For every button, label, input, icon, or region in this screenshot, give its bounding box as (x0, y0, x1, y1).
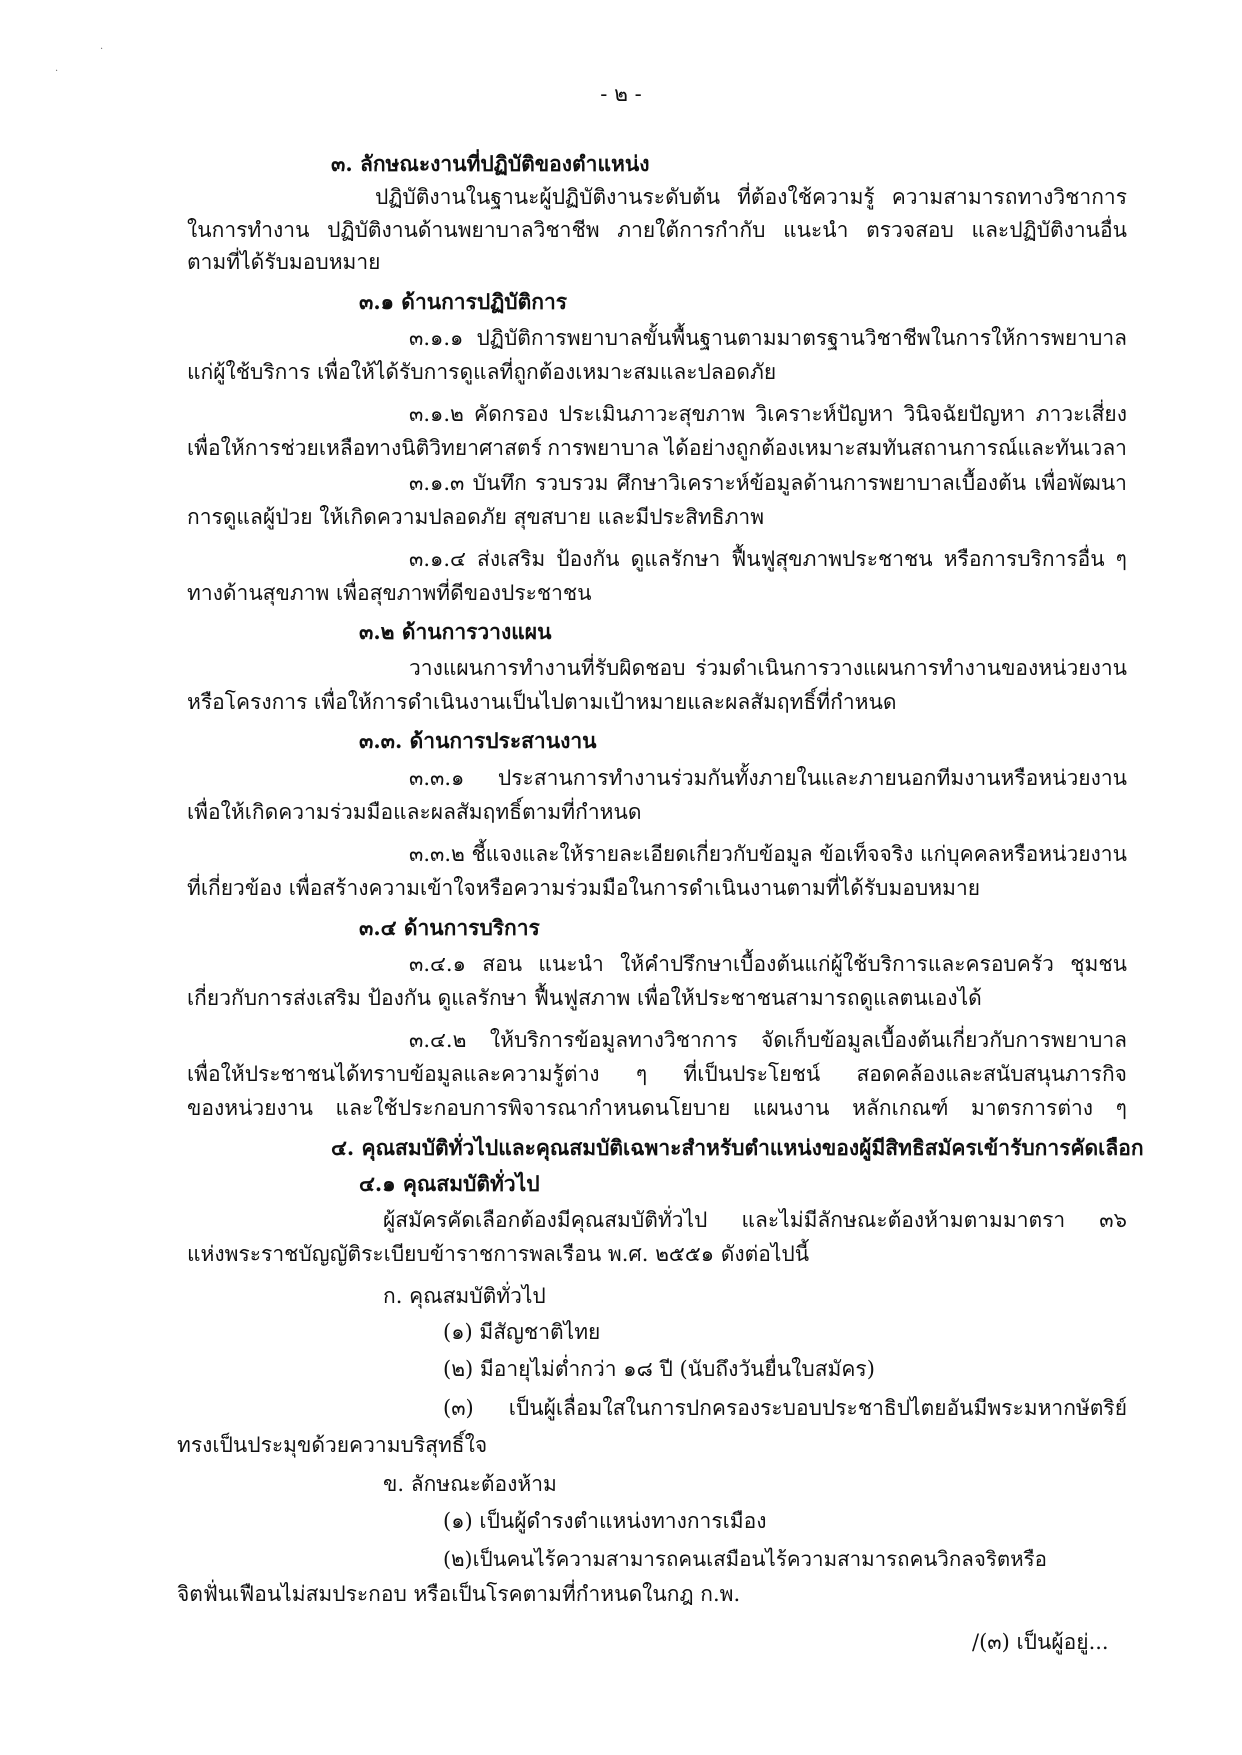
word: ประสานการทำงานร่วมกันทั้งภายในและภายนอกทีมงานหรือหน่วยงาน (497, 766, 1127, 790)
word: (๒) (443, 1547, 473, 1571)
word: ได้อย่างถูกต้องเหมาะสมทันสถานการณ์และทันเวลา (664, 436, 1127, 460)
word: ร่วมดำเนินการวางแผนการทำงานของหน่วยงาน (695, 656, 1127, 680)
paragraph-line (409, 324, 1127, 352)
word: ความสามารถทางวิชาการ (891, 185, 1127, 209)
word: ภาวะเสี่ยง (1035, 402, 1127, 426)
paragraph-line (409, 469, 1127, 497)
paragraph-line: ทรงเป็นประมุขด้วยความบริสุทธิ์ใจ (177, 1433, 488, 1457)
paragraph-line (409, 840, 1127, 868)
scan-mark: · (100, 44, 104, 55)
word: วินิจฉัยปัญหา (903, 402, 1026, 426)
paragraph-line (409, 654, 1127, 682)
word: หรือการบริการอื่น (943, 547, 1105, 571)
word: แผนงาน (752, 1096, 830, 1120)
paragraph-line (409, 764, 1127, 792)
word: แก่บุคคลหรือหน่วยงาน (919, 842, 1127, 866)
paragraph-line: จิตฟั่นเฟือนไม่สมประกอบ หรือเป็นโรคตามที่กำหนดในกฎ ก.พ. (177, 1582, 741, 1606)
word: มาตรการต่าง (971, 1096, 1094, 1120)
word: วางแผนการทำงานที่รับผิดชอบ (409, 656, 686, 680)
word: ภายใต้การกำกับ (617, 218, 766, 242)
subsection-heading: ๔.๑ คุณสมบัติทั่วไป (359, 1171, 540, 1196)
word: ของหน่วยงาน (187, 1096, 313, 1120)
paragraph-line (409, 950, 1127, 978)
word: ดูแลรักษา (630, 547, 721, 571)
word: ที่ต้องใช้ความรู้ (737, 185, 875, 209)
word: และปฏิบัติงานอื่น (971, 218, 1127, 242)
word: ปฏิบัติงานด้านพยาบาลวิชาชีพ (327, 218, 600, 242)
list-item: (๑) เป็นผู้ดำรงตำแหน่งทางการเมือง (443, 1509, 767, 1533)
word: ประเมินภาวะสุขภาพ (558, 402, 746, 426)
paragraph-line (187, 1094, 1127, 1122)
word: ตรวจสอบ (866, 218, 954, 242)
word: คัดกรอง (474, 402, 549, 426)
word: ศึกษาวิเคราะห์ข้อมูลด้านการพยาบาลเบื้องต้น (616, 471, 1027, 495)
word: ๓.๑.๔ (409, 547, 466, 571)
paragraph-line (187, 1060, 1127, 1088)
list-item: (๒) มีอายุไม่ต่ำกว่า ๑๘ ปี (นับถึงวันยื่นใบสมัคร) (443, 1357, 875, 1381)
paragraph-line: การดูแลผู้ป่วย ให้เกิดความปลอดภัย สุขสบาย และมีประสิทธิภาพ (187, 505, 765, 529)
word: จัดเก็บข้อมูลเบื้องต้นเกี่ยวกับการพยาบาล (761, 1028, 1127, 1052)
section-heading: ๓. ลักษณะงานที่ปฏิบัติของตำแหน่ง (331, 151, 650, 176)
word: หลักเกณฑ์ (852, 1096, 949, 1120)
paragraph-line: แห่งพระราชบัญญัติระเบียบข้าราชการพลเรือน พ.ศ. ๒๕๕๑ ดังต่อไปนี้ (187, 1242, 810, 1266)
word: ๓.๓.๑ (409, 766, 465, 790)
paragraph-line: ที่เกี่ยวข้อง เพื่อสร้างความเข้าใจหรือความร่วมมือในการดำเนินงานตามที่ได้รับมอบหมาย (187, 876, 981, 900)
list-item: (๑) มีสัญชาติไทย (443, 1320, 601, 1344)
list-heading: ข. ลักษณะต้องห้าม (383, 1472, 557, 1496)
word: ๓.๓.๒ (409, 842, 465, 866)
word: คนเสมือนไร้ความสามารถ (678, 1547, 910, 1571)
scan-mark: · (55, 66, 59, 77)
word: สอน (482, 952, 523, 976)
word: (๓) (443, 1396, 474, 1420)
word: ๆ (1115, 1096, 1127, 1120)
word: บันทึก (472, 471, 527, 495)
paragraph-line (383, 1206, 1127, 1234)
word: ๆ (1115, 547, 1127, 571)
word: ๓.๔.๑ (409, 952, 466, 976)
paragraph-line: หรือโครงการ เพื่อให้การดำเนินงานเป็นไปตามเป้าหมายและผลสัมฤทธิ์ที่กำหนด (187, 690, 897, 714)
word: ที่เป็นประโยชน์ (683, 1062, 821, 1086)
word: ๓๖ (1099, 1208, 1127, 1232)
word: แนะนำ (538, 952, 604, 976)
word: ปฏิบัติการพยาบาลขั้นพื้นฐานตามมาตรฐานวิชาชีพในการให้การพยาบาล (476, 326, 1127, 350)
word: และไม่มีลักษณะต้องห้ามตามมาตรา (741, 1208, 1066, 1232)
paragraph-line: ทางด้านสุขภาพ เพื่อสุขภาพที่ดีของประชาชน (187, 581, 592, 605)
word: เป็นคนไร้ความสามารถ (472, 1547, 679, 1571)
word: แนะนำ (783, 218, 849, 242)
list-heading: ก. คุณสมบัติทั่วไป (383, 1284, 546, 1308)
word: ข้อเท็จจริง (819, 842, 914, 866)
word: ให้บริการข้อมูลทางวิชาการ (489, 1028, 738, 1052)
word: ๓.๑.๒ (409, 402, 464, 426)
word: ๓.๑.๑ (409, 326, 464, 350)
word: ชุมชน (1070, 952, 1127, 976)
page-number: - ๒ - (600, 82, 642, 106)
word: ให้คำปรึกษาเบื้องต้นแก่ผู้ใช้บริการและครอบครัว (620, 952, 1054, 976)
list-item (443, 1394, 1127, 1422)
word: รวบรวม (535, 471, 609, 495)
word: ป้องกัน (556, 547, 620, 571)
word: วิเคราะห์ปัญหา (755, 402, 894, 426)
word: ฟื้นฟูสุขภาพประชาชน (731, 547, 933, 571)
paragraph-line (187, 216, 1127, 244)
subsection-heading: ๓.๓. ด้านการประสานงาน (359, 728, 597, 753)
word: ส่งเสริม (477, 547, 546, 571)
word: เพื่อพัฒนา (1034, 471, 1127, 495)
paragraph-line: ตามที่ได้รับมอบหมาย (187, 250, 381, 274)
word: เพื่อให้การช่วยเหลือทางนิติวิทยาศาสตร์ (187, 436, 542, 460)
word: ผู้สมัครคัดเลือกต้องมีคุณสมบัติทั่วไป (383, 1208, 708, 1232)
word: เป็นผู้เลื่อมใสในการปกครองระบอบประชาธิปไตยอันมีพระมหากษัตริย์ (508, 1396, 1127, 1420)
list-item (443, 1545, 1047, 1573)
word: ๆ (635, 1062, 648, 1086)
paragraph-line (409, 400, 1127, 428)
word: คนวิกลจริตหรือ (909, 1547, 1047, 1571)
paragraph-line (409, 1026, 1127, 1054)
subsection-heading: ๓.๒ ด้านการวางแผน (359, 619, 552, 644)
word: ๓.๑.๓ (409, 471, 465, 495)
word: การพยาบาล (547, 436, 660, 460)
word: สอดคล้องและสนับสนุนภารกิจ (856, 1062, 1127, 1086)
paragraph-line (409, 545, 1127, 573)
subsection-heading: ๓.๑ ด้านการปฏิบัติการ (359, 289, 568, 314)
word: เพื่อให้ประชาชนได้ทราบข้อมูลและความรู้ต่าง (187, 1062, 600, 1086)
section-heading: ๔. คุณสมบัติทั่วไปและคุณสมบัติเฉพาะสำหรับตำแหน่งของผู้มีสิทธิสมัครเข้ารับการคัดเลือก (331, 1135, 1144, 1160)
word: ๓.๔.๒ (409, 1028, 467, 1052)
paragraph-line: เพื่อให้เกิดความร่วมมือและผลสัมฤทธิ์ตามที่กำหนด (187, 800, 642, 824)
subsection-heading: ๓.๔ ด้านการบริการ (359, 915, 540, 940)
word: และใช้ประกอบการพิจารณากำหนดนโยบาย (335, 1096, 731, 1120)
word: ในการทำงาน (187, 218, 310, 242)
paragraph-line: เกี่ยวกับการส่งเสริม ป้องกัน ดูแลรักษา ฟื้นฟูสภาพ เพื่อให้ประชาชนสามารถดูแลตนเองได้ (187, 986, 982, 1010)
word: ชี้แจงและให้รายละเอียดเกี่ยวกับข้อมูล (471, 842, 813, 866)
continuation-marker: /(๓) เป็นผู้อยู่... (972, 1630, 1109, 1654)
paragraph-line: แก่ผู้ใช้บริการ เพื่อให้ได้รับการดูแลที่ถูกต้องเหมาะสมและปลอดภัย (187, 360, 777, 384)
paragraph-line (375, 183, 1127, 211)
paragraph-line (187, 434, 1127, 462)
word: ปฏิบัติงานในฐานะผู้ปฏิบัติงานระดับต้น (375, 185, 721, 209)
